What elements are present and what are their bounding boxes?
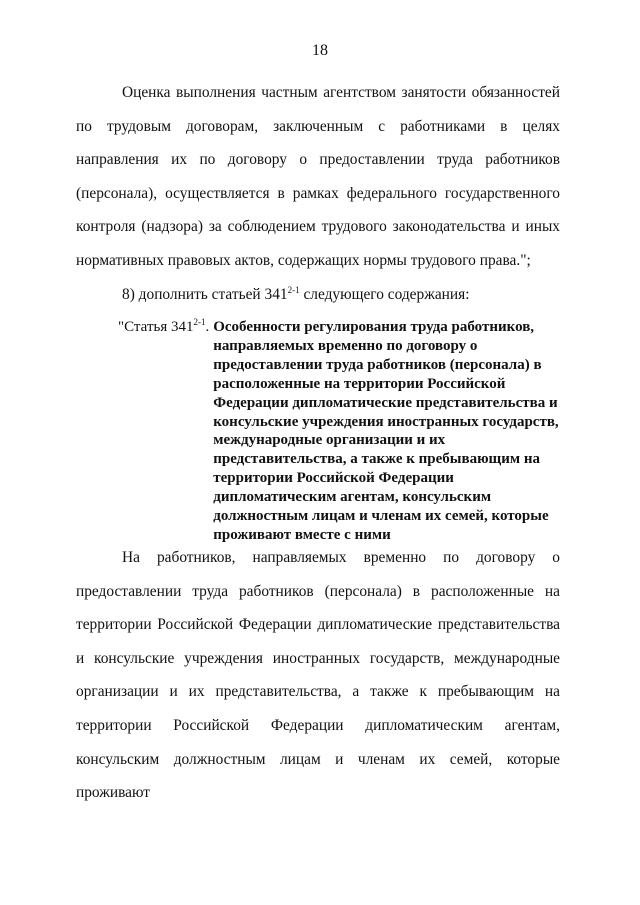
article-label-suffix: .: [205, 319, 210, 335]
amendment-text-after: следующего содержания:: [299, 285, 470, 303]
article-heading: [118, 318, 560, 545]
body-text-bottom: [76, 541, 560, 810]
amendment-superscript: 2-1: [287, 284, 300, 295]
paragraph-workers: На работников, направляемых временно по договору о предоставлении труда работников (персонала) в расположенные на территории Российской Федерации дипломатические представительства и консульские учреждения иностранных государств, международные организации и их представительства, а также к пребывающим на территории Российской Федерации дипломатическим агентам, консульским должностным лицам и членам их семей, которые проживают: [76, 549, 560, 802]
page-number: 18: [312, 42, 328, 59]
paragraph-amendment: [76, 278, 560, 312]
article-title: Особенности регулирования труда работников, направляемых временно по договору о предоставлении труда работников (персонала) в расположенные на территории Российской Федерации дипломатические представительства и консульские учреждения иностранных государств, международные организации и их представительства, а также к пребывающим на территории Российской Федерации дипломатическим агентам, консульским должностным лицам и членам их семей, которые проживают вместе с ними: [213, 319, 559, 543]
amendment-text-before: 8) дополнить статьей 341: [122, 285, 288, 303]
paragraph-evaluation: Оценка выполнения частным агентством занятости обязанностей по трудовым договорам, заключенным с работниками в целях направления их по договору о предоставлении труда работников (персонала), осуществляется в рамках федерального государственного контроля (надзора) за соблюдением трудового законодательства и иных нормативных правовых актов, содержащих нормы трудового права.";: [76, 84, 560, 269]
body-text-top: [76, 76, 560, 311]
article-label-prefix: "Статья 341: [118, 319, 194, 335]
article-label-superscript: 2-1: [193, 317, 206, 327]
article-label: [118, 318, 209, 545]
